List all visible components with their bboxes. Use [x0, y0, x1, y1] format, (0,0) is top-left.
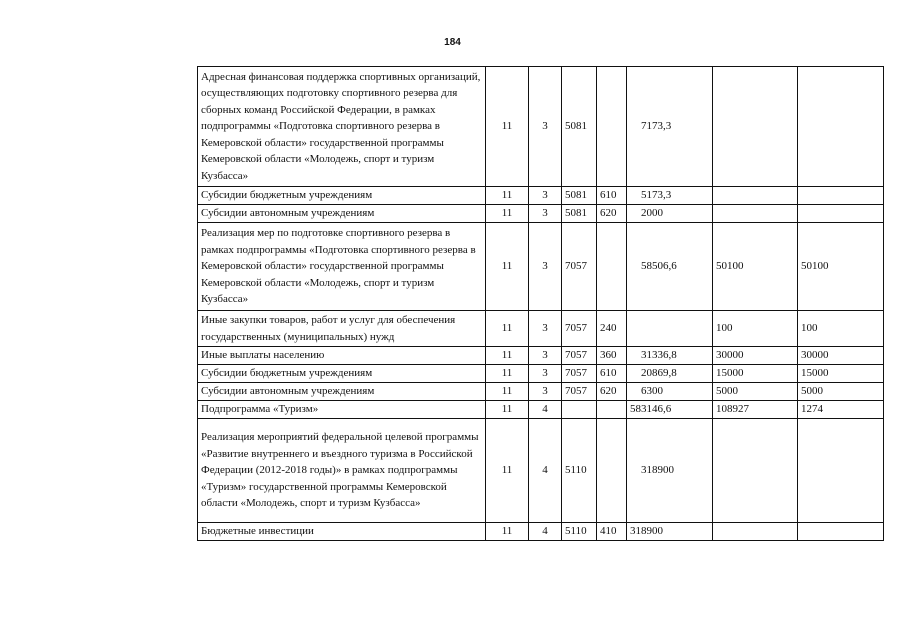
table-row: [198, 365, 884, 383]
table-row: [198, 223, 884, 311]
row-expense-type: 610: [597, 365, 627, 383]
row-year3: [798, 205, 884, 223]
row-section: 11: [486, 347, 529, 365]
row-subsection: 3: [529, 347, 562, 365]
row-subsection: 3: [529, 223, 562, 311]
row-target: 7057: [562, 365, 597, 383]
row-expense-type: [597, 223, 627, 311]
row-year2: 50100: [713, 223, 798, 311]
row-year3: 50100: [798, 223, 884, 311]
row-name: Адресная финансовая поддержка спортивных организаций, осуществляющих подготовку спортивного резерва для сборных команд Российской Федерации, в рамках подпрограммы «Подготовка спортивного резерва в Кемеровской области» государственной программы Кемеровской области «Молодежь, спорт и туризм Кузбасса»: [198, 67, 486, 187]
row-target: 5110: [562, 523, 597, 541]
row-name: Реализация мероприятий федеральной целевой программы «Развитие внутреннего и въездного туризма в Российской Федерации (2012-2018 годы)» в рамках подпрограммы «Туризм» государственной программы Кемеровской области «Молодежь, спорт и туризм Кузбасса»: [198, 419, 486, 523]
row-section: 11: [486, 523, 529, 541]
row-expense-type: 610: [597, 187, 627, 205]
row-subsection: 3: [529, 187, 562, 205]
row-year1: 5173,3: [627, 187, 713, 205]
row-section: 11: [486, 205, 529, 223]
row-year2: 100: [713, 311, 798, 347]
row-year1: 6300: [627, 383, 713, 401]
row-year1: 583146,6: [627, 401, 713, 419]
row-name: Субсидии автономным учреждениям: [198, 205, 486, 223]
row-subsection: 4: [529, 523, 562, 541]
row-expense-type: 360: [597, 347, 627, 365]
row-target: 5081: [562, 67, 597, 187]
table-row: [198, 401, 884, 419]
row-year3: 1274: [798, 401, 884, 419]
row-target: 7057: [562, 223, 597, 311]
row-target: 7057: [562, 311, 597, 347]
row-year2: [713, 419, 798, 523]
row-subsection: 3: [529, 205, 562, 223]
row-subsection: 3: [529, 365, 562, 383]
row-name: Субсидии автономным учреждениям: [198, 383, 486, 401]
row-year3: [798, 67, 884, 187]
row-target: 7057: [562, 383, 597, 401]
row-year2: [713, 187, 798, 205]
row-year1: 318900: [627, 419, 713, 523]
row-section: 11: [486, 383, 529, 401]
row-section: 11: [486, 401, 529, 419]
table-row: [198, 383, 884, 401]
row-expense-type: 620: [597, 383, 627, 401]
row-section: 11: [486, 311, 529, 347]
table-row: [198, 419, 884, 523]
row-name: Субсидии бюджетным учреждениям: [198, 365, 486, 383]
row-year2: 5000: [713, 383, 798, 401]
row-name: Реализация мер по подготовке спортивного резерва в рамках подпрограммы «Подготовка спортивного резерва в Кемеровской области» государственной программы Кемеровской области «Молодежь, спорт и туризм Кузбасса»: [198, 223, 486, 311]
table-row: [198, 311, 884, 347]
row-year1: 58506,6: [627, 223, 713, 311]
row-year2: [713, 523, 798, 541]
row-section: 11: [486, 67, 529, 187]
row-expense-type: 240: [597, 311, 627, 347]
row-expense-type: 620: [597, 205, 627, 223]
row-target: [562, 401, 597, 419]
row-target: 7057: [562, 347, 597, 365]
row-name: Иные выплаты населению: [198, 347, 486, 365]
row-year1: 31336,8: [627, 347, 713, 365]
row-year1: 7173,3: [627, 67, 713, 187]
row-section: 11: [486, 419, 529, 523]
row-expense-type: [597, 401, 627, 419]
row-year3: 5000: [798, 383, 884, 401]
row-year2: 108927: [713, 401, 798, 419]
row-subsection: 3: [529, 383, 562, 401]
budget-table: [197, 66, 884, 541]
table-row: [198, 187, 884, 205]
row-year3: [798, 419, 884, 523]
row-name: Бюджетные инвестиции: [198, 523, 486, 541]
row-section: 11: [486, 223, 529, 311]
table-row: [198, 205, 884, 223]
row-subsection: 4: [529, 401, 562, 419]
row-year2: [713, 205, 798, 223]
row-subsection: 3: [529, 67, 562, 187]
row-subsection: 4: [529, 419, 562, 523]
row-year3: [798, 523, 884, 541]
row-target: 5081: [562, 205, 597, 223]
row-year3: [798, 187, 884, 205]
row-target: 5110: [562, 419, 597, 523]
row-year1: 318900: [627, 523, 713, 541]
row-year1: 2000: [627, 205, 713, 223]
row-year2: [713, 67, 798, 187]
table-row: [198, 523, 884, 541]
row-section: 11: [486, 365, 529, 383]
row-expense-type: [597, 67, 627, 187]
row-name: Иные закупки товаров, работ и услуг для обеспечения государственных (муниципальных) нужд: [198, 311, 486, 347]
table-row: [198, 347, 884, 365]
row-year2: 15000: [713, 365, 798, 383]
row-subsection: 3: [529, 311, 562, 347]
table-row: [198, 67, 884, 187]
row-target: 5081: [562, 187, 597, 205]
row-name: Субсидии бюджетным учреждениям: [198, 187, 486, 205]
row-name: Подпрограмма «Туризм»: [198, 401, 486, 419]
row-section: 11: [486, 187, 529, 205]
page-number: 184: [444, 37, 461, 48]
row-year1: 20869,8: [627, 365, 713, 383]
row-year3: 15000: [798, 365, 884, 383]
row-expense-type: 410: [597, 523, 627, 541]
row-year1: [627, 311, 713, 347]
row-year3: 30000: [798, 347, 884, 365]
row-expense-type: [597, 419, 627, 523]
row-year2: 30000: [713, 347, 798, 365]
row-year3: 100: [798, 311, 884, 347]
